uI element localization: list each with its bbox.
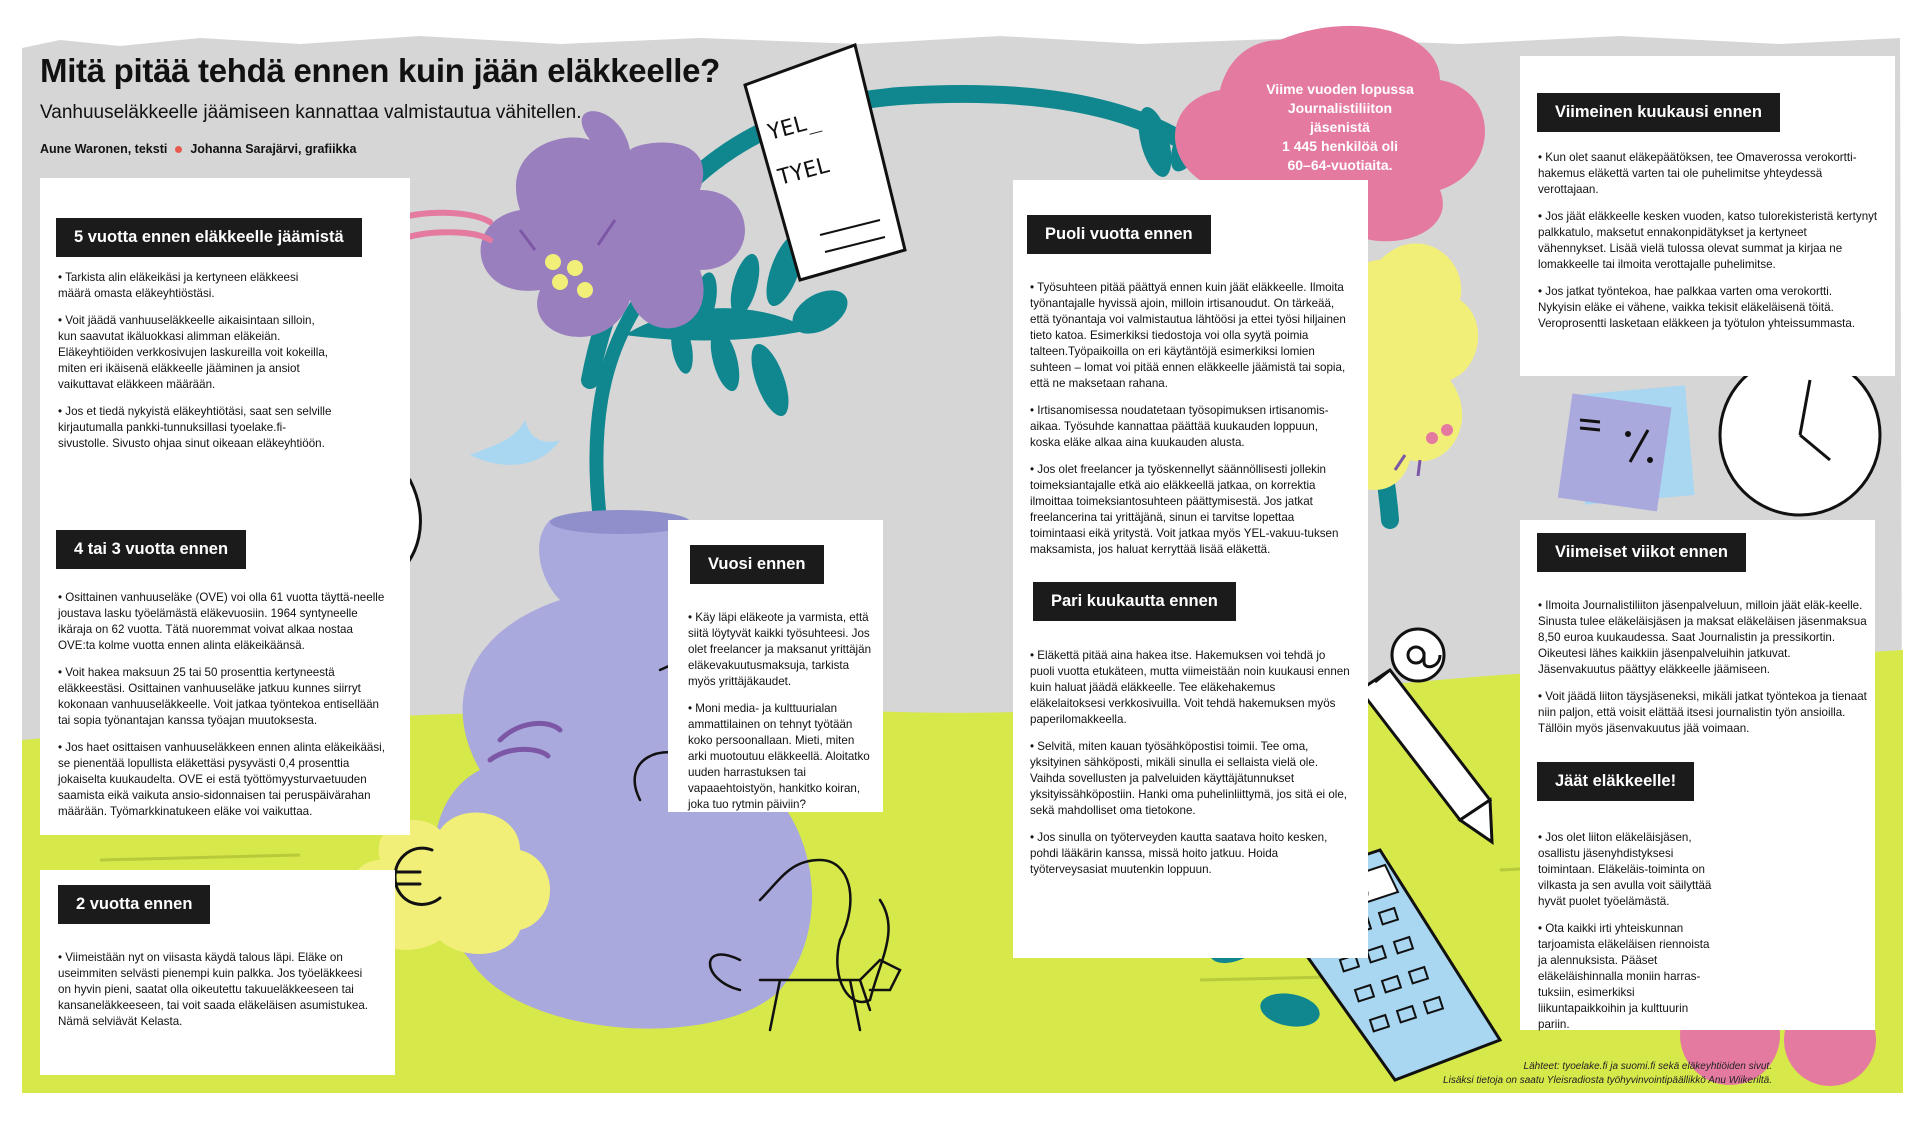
separator-dot <box>175 146 182 153</box>
stat-line: Viime vuoden lopussa <box>1266 81 1414 97</box>
section-one-year <box>688 610 873 813</box>
clock-icon <box>1720 355 1880 515</box>
paragraph: • Osittainen vanhuuseläke (OVE) voi olla 61 vuotta täyttä-neelle joustava lasku työelämästä eläkevuosiin. 1964 syntyneelle ikäraja on 62 vuotta. Tätä nuoremmat voivat alkaa nostaa OVE:ta kolme vuotta ennen alinta eläkeikäänsä. <box>58 591 385 652</box>
paragraph: • Voit hakea maksuun 25 tai 50 prosenttia kertyneestä eläkkeestäsi. Osittainen vanhuuseläke jatkuu kunnes siirryt kokonaan vanhuuseläkkeelle. Voit jatkaa työntekoa entisellään tai sopia työnantajan kanssa työajan muutoksesta. <box>58 665 379 727</box>
paragraph: • Käy läpi eläkeote ja varmista, että siitä löytyvät kaikki työsuhteesi. Jos olet freelancer ja maksanut yrittäjän eläkevakuutusmaksuja, tarkista myös yrittäjäkaudet. <box>688 611 872 688</box>
stat-line: Journalistiliiton <box>1287 99 1393 116</box>
section-two-years <box>58 950 378 1030</box>
document-line-1: YEL_ <box>765 107 823 146</box>
section-half-year <box>1030 280 1350 558</box>
paragraph: • Jos et tiedä nykyistä eläkeyhtiötäsi, saat sen selville kirjautumalla pankki-tunnuksillasi tyoelake.fi-sivustolle. Sivusto ohjaa sinut oikeaan eläkeyhtiöön. <box>58 404 332 450</box>
paragraph: • Jos sinulla on työterveyden kautta saatava hoito kesken, pohdi lääkärin kanssa, missä hoito jatkuu. Hoida työterveysasiat muutenkin loppuun. <box>1030 830 1328 876</box>
paragraph: • Voit jäädä liiton täysjäseneksi, mikäli jatkat työntekoa ja tienaat niin paljon, että voisit elättää itsesi journalistin työn ansioilla. Tällöin myös jäsenvakuutus jää voimaan. <box>1538 689 1867 735</box>
page-subtitle: Vanhuuseläkkeelle jäämiseen kannattaa valmistautua vähitellen. <box>40 102 582 123</box>
paragraph: • Ilmoita Journalistiliiton jäsenpalveluun, milloin jäät eläk-keelle. Sinusta tulee eläkeläisjäsen ja maksat eläkeläisen jäsenmaksua 8,50 euroa kuukaudessa. Saat Journalistin ja pressikortin. Oikeutesi lähes kaikkiin jäsenpalveluihin jatkuvat. Jäsenvakuutus päättyy eläkkeelle jäämiseen. <box>1538 599 1867 676</box>
section-four-three-years <box>58 590 393 820</box>
paragraph: • Jos olet freelancer ja työskennellyt säännöllisesti jollekin toimeksiantajalle etkä aio eläkkeellä jatkaa, on korrektia ilmoittaa toimeksiantosuhteen päättymisestä. Jos jatkat freelancerina tai yrittäjänä, sinun ei tarvitse lopettaa toimintaasi eikä yritystä. Voit jatkaa myös YEL-vakuu-tuksen maksamista, jos haluat kerryttää lisää eläkettä. <box>1030 462 1339 556</box>
stat-line: 60–64-vuotiaita. <box>1287 156 1393 173</box>
heading-retire: Jäät eläkkeelle! <box>1537 762 1694 801</box>
heading-two-years: 2 vuotta ennen <box>58 885 210 924</box>
heading-four-three-years: 4 tai 3 vuotta ennen <box>56 530 246 569</box>
document-line-2: TYEL <box>775 152 833 191</box>
heading-half-year: Puoli vuotta ennen <box>1027 215 1211 254</box>
heading-five-years: 5 vuotta ennen eläkkeelle jäämistä <box>56 218 362 257</box>
paragraph: • Työsuhteen pitää päättyä ennen kuin jäät eläkkeelle. Ilmoita työnantajalle hyvissä ajoin, milloin irtisanoudut. On tärkeää, että työnantaja voi valmistautua lähtöösi ja ettei työsi hiljainen tieto katoa. Esimerkiksi tiedostoja voi olla syytä poimia talteen.Työpaikoilla on eri käytäntöjä esimerkiksi lomien suhteen – lomat voi pitää ennen eläkkeelle jäämistä tai sopia, että ne maksetaan rahana. <box>1030 281 1346 390</box>
paragraph: • Eläkettä pitää aina hakea itse. Hakemuksen voi tehdä jo puoli vuotta etukäteen, mutta viimeistään noin kuukausi ennen kuin haluat jäädä eläkkeelle. Tee eläkehakemus eläkelaitoksesi verkkosivuilla. Voit tehdä hakemuksen myös paperilomakkeella. <box>1030 649 1350 726</box>
percent-note-icon <box>1558 385 1695 511</box>
paragraph: • Irtisanomisessa noudatetaan työsopimuksen irtisanomis-aikaa. Työsuhde kannattaa päättää kuukauden loppuun, koska eläke alkaa aina kuukauden alusta. <box>1030 403 1329 449</box>
paragraph: • Selvitä, miten kauan työsähköpostisi toimii. Tee oma, yksityinen sähköposti, mikäli sinulla ei sellaista vielä ole. Vaihda sovellusten ja palveluiden käyttäjätunnukset yksityissähköpostiin. Hanki oma puhelinliittymä, jos sitä ei ole, sekä mahdolliset oma tietokone. <box>1030 739 1348 817</box>
at-sign-icon <box>1392 629 1444 681</box>
illustrator-credit: Johanna Sarajärvi, grafiikka <box>190 142 357 156</box>
paragraph: • Ota kaikki irti yhteiskunnan tarjoamista eläkeläisen riennoista ja alennuksista. Pääset eläkeläishinnalla moniin harras-tuksiin, esimerkiksi liikuntapaikkoihin ja kulttuurin pariin. <box>1538 921 1710 1031</box>
paragraph: • Moni media- ja kulttuurialan ammattilainen on tehnyt työtään koko persoonallaan. Mieti, miten arki muotoutuu eläkkeellä. Aloitatko uuden harrastuksen tai vapaaehtoistyön, hankitko koiran, joka tuo rytmin päiviin? <box>688 701 870 811</box>
section-last-month <box>1538 150 1878 332</box>
sources <box>1443 1060 1772 1087</box>
paragraph: • Kun olet saanut eläkepäätöksen, tee Omaverossa verokortti-hakemus eläkettä varten tai ole puhelimitse yhteydessä verottajaan. <box>1538 151 1857 196</box>
heading-last-weeks: Viimeiset viikot ennen <box>1537 533 1746 572</box>
paragraph: • Jos jäät eläkkeelle kesken vuoden, katso tulorekisteristä kertynyt palkkatulo, maksetut ennakonpidätykset ja kertyneet vähennykset. Lisää vielä tulossa olevat summat ja kirjaa ne lomakkeelle tai ilmoita verottajalle puhelimitse. <box>1538 209 1878 271</box>
author-credit: Aune Waronen, teksti <box>40 142 168 156</box>
section-last-weeks <box>1538 598 1868 737</box>
section-retire <box>1538 830 1718 1033</box>
paragraph: • Voit jäädä vanhuuseläkkeelle aikaisintaan silloin, kun saavutat ikäluokkasi alimman eläkeiän. Eläkeyhtiöiden verkkosivujen laskureilla voit kokeilla, miten eri ikäisenä eläkkeelle jääminen ja ansiot vaikuttavat eläkkeen määrään. <box>58 313 329 391</box>
paragraph: • Jos olet liiton eläkeläisjäsen, osallistu jäsenyhdistyksesi toimintaan. Eläkeläis-toiminta on vilkasta ja sen avulla voit säilyttää hyvät puolet työelämästä. <box>1538 831 1712 908</box>
paragraph: • Jos haet osittaisen vanhuuseläkkeen ennen alinta eläkeikääsi, se pienentää lopullista eläkettäsi pysyvästi 0,4 prosenttia jokaiselta kuukaudelta. OVE ei estä työttömyysturvaetuuden saamista eikä vaikuta ansio-sidonnaisen tai peruspäivärahan määrään. Työmarkkinatukeen eläke voi vaikuttaa. <box>58 740 385 818</box>
section-couple-months <box>1030 648 1350 878</box>
sources-line: Lähteet: tyoelake.fi ja suomi.fi sekä eläkeyhtiöiden sivut. <box>1523 1061 1772 1072</box>
heading-one-year: Vuosi ennen <box>690 545 824 584</box>
paragraph: • Viimeistään nyt on viisasta käydä talous läpi. Eläke on useimmiten selvästi pienempi kuin palkka. Jos työeläkkeesi on hyvin pieni, saatat olla oikeutettu takuueläkkeeseen tai kansaneläkkeeseen, tai voit saada eläkeläisen asumistukea. Nämä selviävät Kelasta. <box>58 951 369 1028</box>
credits <box>40 142 356 156</box>
section-five-years <box>58 270 333 452</box>
paragraph: • Jos jatkat työntekoa, hae palkkaa varten oma verokortti. Nykyisin eläke ei vähene, vaikka tekisit eläkeläisenä töitä. Veroprosentti lasketaan eläkkeen ja työtulon yhteissummasta. <box>1538 284 1856 330</box>
heading-couple-months: Pari kuukautta ennen <box>1033 582 1236 621</box>
journalist-stat <box>1240 80 1440 174</box>
heading-last-month: Viimeinen kuukausi ennen <box>1537 93 1780 132</box>
sources-line: Lisäksi tietoja on saatu Yleisradiosta työhyvinvointipäällikkö Anu Wiikeriltä. <box>1443 1074 1772 1086</box>
paragraph: • Tarkista alin eläkeikäsi ja kertyneen eläkkeesi määrä omasta eläkeyhtiöstäsi. <box>58 271 299 300</box>
page-title: Mitä pitää tehdä ennen kuin jään eläkkeelle? <box>40 52 721 89</box>
stat-line: jäsenistä <box>1310 118 1370 135</box>
stat-line: 1 445 henkilöä oli <box>1282 137 1398 154</box>
